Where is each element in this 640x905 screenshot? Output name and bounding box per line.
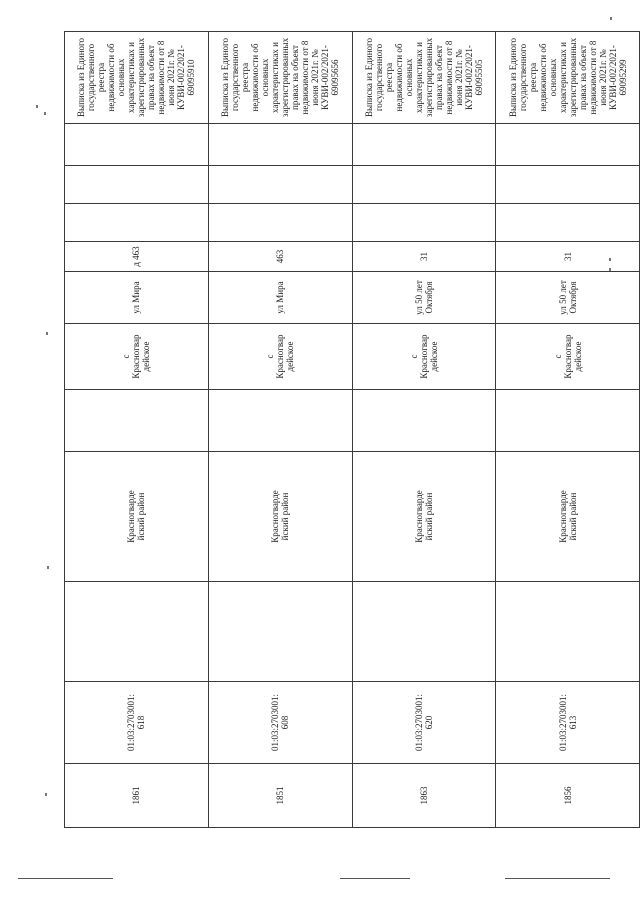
cadastral-number: 01:03:2703001: 618 xyxy=(65,682,209,764)
scan-artifact xyxy=(44,112,46,115)
scan-artifact xyxy=(340,878,410,879)
scan-artifact xyxy=(18,878,113,879)
district: Красногварде йский район xyxy=(208,452,352,582)
empty-cell xyxy=(65,166,209,204)
empty-cell xyxy=(65,390,209,452)
empty-cell xyxy=(352,390,496,452)
street: ул 50 лет Октября xyxy=(496,272,640,324)
district: Красногварде йский район xyxy=(352,452,496,582)
settlement: с Красногвар дейское xyxy=(496,324,640,390)
street: ул Мира xyxy=(208,272,352,324)
empty-cell xyxy=(496,166,640,204)
empty-cell xyxy=(496,390,640,452)
empty-cell xyxy=(208,582,352,682)
document-reference: Выписка из Единого государственного реестра недвижимости об основных характеристиках и зарегистрированных правах на объект недвижимости от 8 июня 2021г. № КУВИ-002/2021-69095505 xyxy=(352,32,496,124)
row-number: 1851 xyxy=(208,764,352,828)
empty-cell xyxy=(65,582,209,682)
scan-artifact xyxy=(36,105,38,108)
empty-cell xyxy=(352,204,496,242)
settlement: с Красногвар дейское xyxy=(352,324,496,390)
empty-cell xyxy=(352,124,496,166)
house-number: 463 xyxy=(208,242,352,272)
settlement: с Красногвар дейское xyxy=(208,324,352,390)
empty-cell xyxy=(208,124,352,166)
empty-cell xyxy=(65,204,209,242)
cadastral-number: 01:03:2703001: 620 xyxy=(352,682,496,764)
document-reference: Выписка из Единого государственного реестра недвижимости об основных характеристиках и зарегистрированных правах на объект недвижимости от 8 июня 2021г. № КУВИ-002/2021-69095656 xyxy=(208,32,352,124)
row-number: 1861 xyxy=(65,764,209,828)
settlement: с Красногвар дейское xyxy=(65,324,209,390)
empty-cell xyxy=(65,124,209,166)
empty-cell xyxy=(352,166,496,204)
scan-artifact xyxy=(610,17,612,20)
house-number: 31 xyxy=(352,242,496,272)
empty-cell xyxy=(496,204,640,242)
scan-artifact xyxy=(46,332,48,335)
empty-cell xyxy=(496,582,640,682)
document-reference: Выписка из Единого государственного реестра недвижимости об основных характеристиках и зарегистрированных правах на объект недвижимости от 8 июня 2021г. № КУВИ-002/2021-69095299 xyxy=(496,32,640,124)
row-number: 1863 xyxy=(352,764,496,828)
property-register-table xyxy=(64,31,640,828)
scan-artifact xyxy=(505,878,610,879)
document-reference: Выписка из Единого государственного реестра недвижимости об основных характеристиках и зарегистрированных правах на объект недвижимости от 8 июня 2021г. № КУВИ-002/2021-69095910 xyxy=(65,32,209,124)
street: ул 50 лет Октября xyxy=(352,272,496,324)
empty-cell xyxy=(208,204,352,242)
street: ул Мира xyxy=(65,272,209,324)
cadastral-number: 01:03:2703001: 613 xyxy=(496,682,640,764)
district: Красногварде йский район xyxy=(65,452,209,582)
table-row xyxy=(496,32,640,828)
table-row xyxy=(352,32,496,828)
register-sheet xyxy=(64,32,640,828)
table-row xyxy=(208,32,352,828)
empty-cell xyxy=(496,124,640,166)
empty-cell xyxy=(208,390,352,452)
empty-cell xyxy=(352,582,496,682)
row-number: 1856 xyxy=(496,764,640,828)
house-number: 31 xyxy=(496,242,640,272)
scan-artifact xyxy=(47,566,49,569)
table-row xyxy=(65,32,209,828)
house-number: д 463 xyxy=(65,242,209,272)
rotated-page xyxy=(64,32,640,805)
district: Красногварде йский район xyxy=(496,452,640,582)
scan-artifact xyxy=(45,793,47,796)
cadastral-number: 01:03:2703001: 608 xyxy=(208,682,352,764)
empty-cell xyxy=(208,166,352,204)
